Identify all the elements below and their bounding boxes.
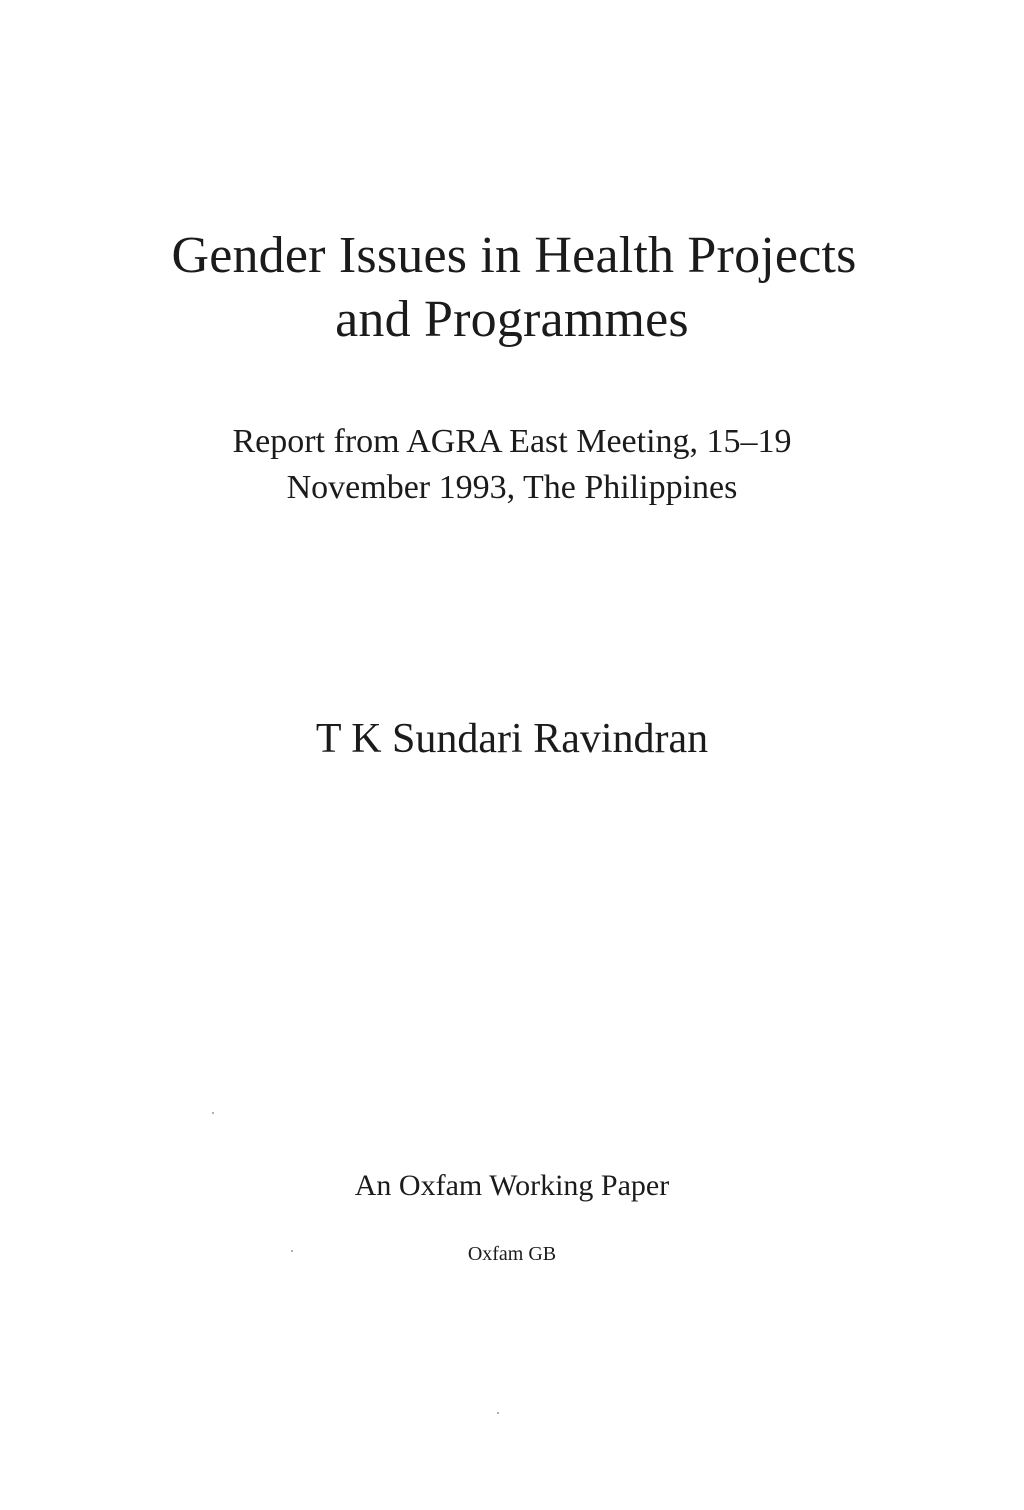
scan-speck	[291, 1250, 293, 1252]
subtitle-line-2: November 1993, The Philippines	[286, 469, 738, 506]
document-title-line-1: Gender Issues in Health Projects	[171, 227, 857, 284]
publisher-name: Oxfam GB	[467, 1243, 557, 1265]
scan-speck	[497, 1412, 499, 1414]
series-name: An Oxfam Working Paper	[354, 1169, 670, 1202]
author-name: T K Sundari Ravindran	[315, 716, 709, 762]
subtitle-line-1: Report from AGRA East Meeting, 15–19	[232, 423, 792, 460]
scan-speck	[212, 1112, 214, 1114]
document-title-line-2: and Programmes	[335, 291, 689, 348]
